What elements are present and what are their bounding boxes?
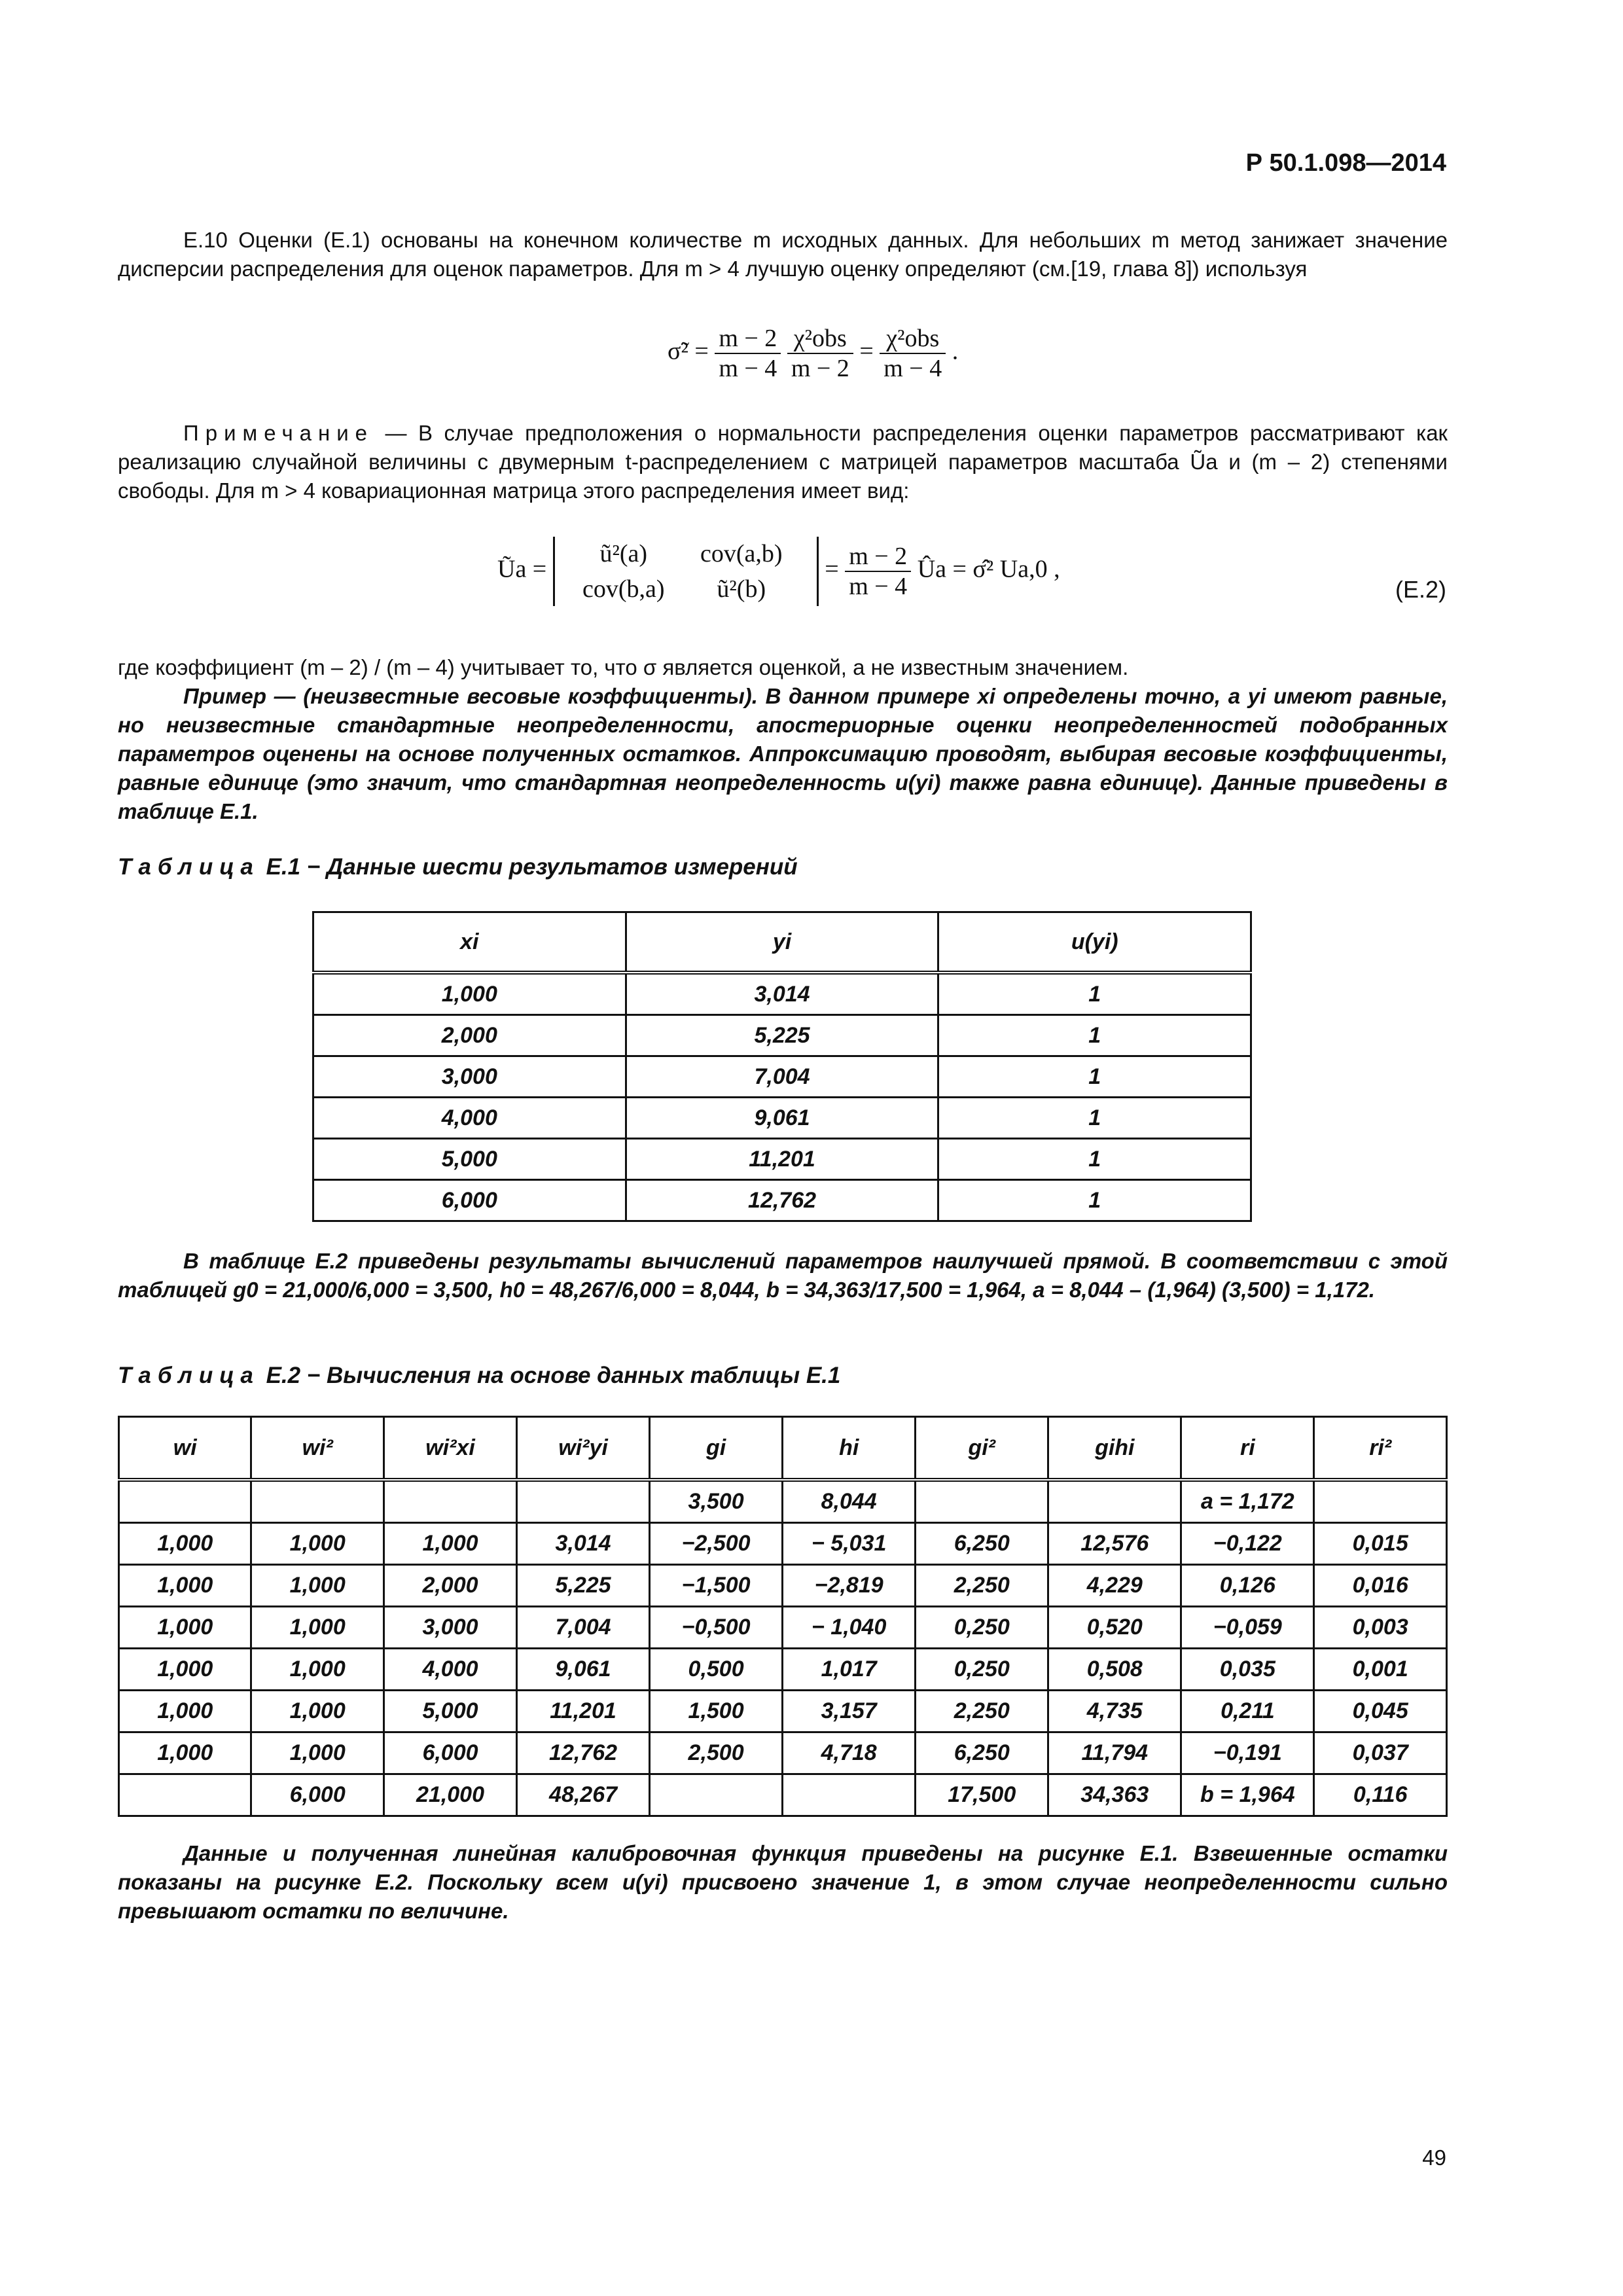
- table-cell: 0,116: [1314, 1774, 1447, 1816]
- header-cell: wi²: [251, 1417, 383, 1480]
- paragraph-best-line: В таблице Е.2 приведены результаты вычислений параметров наилучшей прямой. В соответствии с этой таблицей g0 = 21,000/6,000 = 3,500, h0 = 48,267/6,000 = 8,044, b = 34,363/17,500 = 1,964, a = 8,044 – (1,964) (3,500) = 1,172.: [118, 1249, 1448, 1302]
- table-row: [313, 1180, 1251, 1221]
- table-label: Таблица: [118, 854, 260, 880]
- fraction-2: [787, 324, 853, 383]
- table-cell: 3,500: [650, 1480, 783, 1523]
- table-cell: 1,000: [383, 1523, 516, 1565]
- table-cell: 1: [938, 973, 1251, 1015]
- page-number: 49: [1422, 2145, 1446, 2170]
- table-cell: 1,000: [119, 1607, 251, 1649]
- table-cell: [383, 1480, 516, 1523]
- table-cell: −2,500: [650, 1523, 783, 1565]
- table-cell: 11,201: [626, 1139, 938, 1180]
- paragraph-figures: Данные и полученная линейная калибровочная функция приведены на рисунке Е.1. Взвешенные остатки показаны на рисунке Е.2. Поскольку всем u(yi) присвоено значение 1, в этом случае неопределенности сильно превышают остатки по величине.: [118, 1841, 1448, 1923]
- table-cell: 5,000: [313, 1139, 626, 1180]
- table-cell: [517, 1480, 650, 1523]
- table-cell: 4,735: [1048, 1691, 1181, 1732]
- table-cell: 5,225: [626, 1015, 938, 1056]
- table-cell: 2,250: [916, 1565, 1048, 1607]
- note-label: Примечание: [183, 421, 374, 445]
- table-cell: 5,000: [383, 1691, 516, 1732]
- table-cell: 2,250: [916, 1691, 1048, 1732]
- table-cell: [783, 1774, 916, 1816]
- matrix-cell-11: ũ²(a): [599, 540, 648, 567]
- table-cell: − 5,031: [783, 1523, 916, 1565]
- table-cell: 1: [938, 1056, 1251, 1098]
- table-cell: 17,500: [916, 1774, 1048, 1816]
- denominator: m − 4: [883, 355, 942, 382]
- table-cell: 8,044: [783, 1480, 916, 1523]
- table-cell: 1,000: [119, 1691, 251, 1732]
- table-row: [313, 973, 1251, 1015]
- numerator: m − 2: [845, 542, 911, 572]
- table-cell: 4,000: [313, 1098, 626, 1139]
- table-cell: 0,037: [1314, 1732, 1447, 1774]
- table-cell: 6,250: [916, 1732, 1048, 1774]
- table-cell: 0,520: [1048, 1607, 1181, 1649]
- table-cell: 1,017: [783, 1649, 916, 1691]
- table-header-row: [313, 912, 1251, 973]
- table-row: [119, 1523, 1447, 1565]
- table-cell: 7,004: [517, 1607, 650, 1649]
- denominator: m − 2: [791, 355, 849, 382]
- header-cell: ri: [1181, 1417, 1314, 1480]
- header-cell: gihi: [1048, 1417, 1181, 1480]
- table-cell: 1,000: [119, 1523, 251, 1565]
- matrix-cell-21: cov(b,a): [582, 575, 665, 603]
- table-cell: 1,000: [251, 1732, 383, 1774]
- table-row: [313, 1098, 1251, 1139]
- table-cell: 21,000: [383, 1774, 516, 1816]
- header-cell: hi: [783, 1417, 916, 1480]
- table-cell: 3,157: [783, 1691, 916, 1732]
- table-e1: [312, 911, 1252, 1222]
- table-cell: [119, 1774, 251, 1816]
- table-row: [119, 1565, 1447, 1607]
- table-cell: 0,015: [1314, 1523, 1447, 1565]
- table-cell: 48,267: [517, 1774, 650, 1816]
- table-cell: 1,000: [119, 1649, 251, 1691]
- table-row-totals: [119, 1774, 1447, 1816]
- table-cell: 1,000: [119, 1565, 251, 1607]
- numerator: χ²obs: [880, 324, 946, 354]
- table-cell: 3,014: [517, 1523, 650, 1565]
- denominator: m − 4: [849, 573, 908, 600]
- table-cell: 5,225: [517, 1565, 650, 1607]
- formula-end: .: [952, 337, 959, 365]
- table-cell: 6,000: [251, 1774, 383, 1816]
- table-row-means: [119, 1480, 1447, 1523]
- equation-number: (Е.2): [1395, 576, 1446, 603]
- table-cell: 1: [938, 1098, 1251, 1139]
- table-cell: 1,000: [251, 1649, 383, 1691]
- table-cell: [650, 1774, 783, 1816]
- table-cell: 0,250: [916, 1649, 1048, 1691]
- table-cell: −2,819: [783, 1565, 916, 1607]
- table-cell: 1,000: [251, 1691, 383, 1732]
- example-paragraph: Пример — (неизвестные весовые коэффициенты). В данном примере xi определены точно, а yi имеют равные, но неизвестные стандартные неопределенности, апостериорные оценки неопределенностей подобранных параметров оценены на основе полученных остатков. Аппроксимацию проводят, выбирая весовые коэффициенты, равные единице (это значит, что стандартная неопределенность u(yi) также равна единице). Данные приведены в таблице Е.1.: [118, 684, 1448, 823]
- table-cell: a = 1,172: [1181, 1480, 1314, 1523]
- matrix-cell-12: cov(a,b): [700, 540, 783, 567]
- numerator: m − 2: [715, 324, 781, 354]
- table-cell: 0,126: [1181, 1565, 1314, 1607]
- table-cell: 0,500: [650, 1649, 783, 1691]
- table-cell: [916, 1480, 1048, 1523]
- table-cell: 12,762: [626, 1180, 938, 1221]
- table-cell: 11,201: [517, 1691, 650, 1732]
- table-cell: [1048, 1480, 1181, 1523]
- header-cell: u(yi): [938, 912, 1251, 973]
- table-header-row: [119, 1417, 1447, 1480]
- table-cell: 2,500: [650, 1732, 783, 1774]
- table-cell: − 1,040: [783, 1607, 916, 1649]
- table-cell: 0,035: [1181, 1649, 1314, 1691]
- table-cell: −0,122: [1181, 1523, 1314, 1565]
- formula-covariance: [497, 537, 1060, 606]
- header-cell: wi: [119, 1417, 251, 1480]
- table-cell: 3,000: [313, 1056, 626, 1098]
- table-row: [119, 1691, 1447, 1732]
- table-row: [119, 1607, 1447, 1649]
- table-cell: 0,003: [1314, 1607, 1447, 1649]
- header-cell: wi²yi: [517, 1417, 650, 1480]
- covariance-matrix: [553, 537, 819, 606]
- fraction-3: [880, 324, 946, 383]
- table-cell: [1314, 1480, 1447, 1523]
- table-row: [119, 1732, 1447, 1774]
- table-cell: 12,762: [517, 1732, 650, 1774]
- table-title: Е.2 − Вычисления на основе данных таблицы Е.1: [266, 1363, 841, 1388]
- table2-caption: [118, 1363, 840, 1389]
- table-cell: 6,250: [916, 1523, 1048, 1565]
- table-cell: −0,500: [650, 1607, 783, 1649]
- table-cell: 0,045: [1314, 1691, 1447, 1732]
- table-cell: 1: [938, 1139, 1251, 1180]
- formula-rhs: Ûa = σ̂² Ua,0 ,: [917, 555, 1060, 583]
- table-cell: 1: [938, 1180, 1251, 1221]
- table-cell: 2,000: [313, 1015, 626, 1056]
- table-cell: 7,004: [626, 1056, 938, 1098]
- formula-sigma: [668, 324, 958, 383]
- table-row: [119, 1649, 1447, 1691]
- header-cell: yi: [626, 912, 938, 973]
- table-cell: 0,211: [1181, 1691, 1314, 1732]
- numerator: χ²obs: [787, 324, 853, 354]
- table-cell: 1,000: [251, 1523, 383, 1565]
- table-cell: [119, 1480, 251, 1523]
- table-cell: 1,000: [251, 1565, 383, 1607]
- denominator: m − 4: [719, 355, 777, 382]
- table-cell: 6,000: [383, 1732, 516, 1774]
- header-cell: ri²: [1314, 1417, 1447, 1480]
- table-cell: 2,000: [383, 1565, 516, 1607]
- table-cell: 1,500: [650, 1691, 783, 1732]
- equals-sign: =: [825, 555, 839, 583]
- table-cell: 4,000: [383, 1649, 516, 1691]
- equals-sign: =: [859, 337, 874, 365]
- table-cell: 34,363: [1048, 1774, 1181, 1816]
- table-label: Таблица: [118, 1363, 260, 1388]
- table-cell: b = 1,964: [1181, 1774, 1314, 1816]
- table-cell: 0,508: [1048, 1649, 1181, 1691]
- table-cell: 11,794: [1048, 1732, 1181, 1774]
- table1-caption: [118, 854, 798, 880]
- header-cell: wi²xi: [383, 1417, 516, 1480]
- header-cell: gi²: [916, 1417, 1048, 1480]
- table-cell: 1,000: [119, 1732, 251, 1774]
- table-cell: 3,000: [383, 1607, 516, 1649]
- formula-lhs: σ̃² =: [668, 337, 709, 365]
- paragraph-coefficient: где коэффициент (m – 2) / (m – 4) учитывает то, что σ является оценкой, а не известным значением.: [118, 655, 1129, 679]
- matrix-cell-22: ũ²(b): [717, 575, 766, 603]
- table-cell: 0,250: [916, 1607, 1048, 1649]
- paragraph-e10: Е.10 Оценки (Е.1) основаны на конечном количестве m исходных данных. Для небольших m метод занижает значение дисперсии распределения для оценок параметров. Для m > 4 лучшую оценку определяют (см.[19, глава 8]) используя: [118, 228, 1448, 281]
- table-title: Е.1 − Данные шести результатов измерений: [266, 854, 798, 880]
- table-row: [313, 1015, 1251, 1056]
- table-cell: 1,000: [251, 1607, 383, 1649]
- table-cell: [251, 1480, 383, 1523]
- table-cell: −1,500: [650, 1565, 783, 1607]
- table-e2: [118, 1416, 1448, 1817]
- note-text: — В случае предположения о нормальности распределения оценки параметров рассматривают как реализацию случайной величины с двумерным t-распределением с матрицей параметров масштаба Ũa и (m – 2) степенями свободы. Для m > 4 ковариационная матрица этого распределения имеет вид:: [118, 421, 1448, 503]
- table-cell: −0,191: [1181, 1732, 1314, 1774]
- table-row: [313, 1056, 1251, 1098]
- table-cell: 9,061: [626, 1098, 938, 1139]
- table-row: [313, 1139, 1251, 1180]
- header-cell: gi: [650, 1417, 783, 1480]
- table-cell: 0,016: [1314, 1565, 1447, 1607]
- table-cell: 3,014: [626, 973, 938, 1015]
- table-cell: 4,718: [783, 1732, 916, 1774]
- table-cell: 1,000: [313, 973, 626, 1015]
- fraction-1: [715, 324, 781, 383]
- table-cell: 6,000: [313, 1180, 626, 1221]
- matrix-lhs: Ũa =: [497, 555, 547, 583]
- table-cell: 0,001: [1314, 1649, 1447, 1691]
- header-cell: xi: [313, 912, 626, 973]
- table-cell: 9,061: [517, 1649, 650, 1691]
- note-paragraph: [118, 419, 1448, 505]
- document-id: Р 50.1.098—2014: [1245, 149, 1446, 177]
- table-cell: 4,229: [1048, 1565, 1181, 1607]
- fraction: [845, 542, 911, 601]
- table-cell: −0,059: [1181, 1607, 1314, 1649]
- table-cell: 1: [938, 1015, 1251, 1056]
- table-cell: 12,576: [1048, 1523, 1181, 1565]
